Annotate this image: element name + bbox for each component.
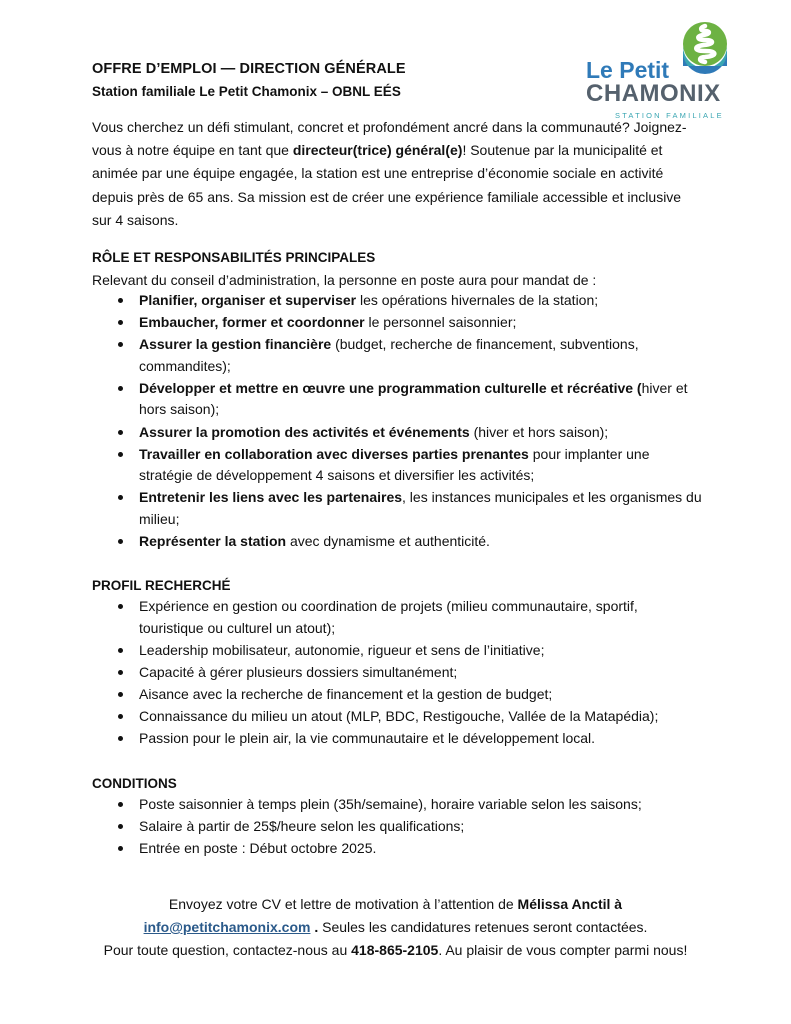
bullet-icon xyxy=(118,342,123,347)
list-item: Entretenir les liens avec les partenaires, les instances municipales et les organismes du milieu; xyxy=(92,487,702,530)
svg-text:STATION FAMILIALE: STATION FAMILIALE xyxy=(615,111,724,120)
logo-emblem-icon xyxy=(583,22,733,122)
bullet-icon xyxy=(118,824,123,829)
footer-line-2: info@petitchamonix.com . Seules les candidatures retenues seront contactées. xyxy=(143,919,648,935)
bullet-icon xyxy=(118,495,123,500)
bullet-icon xyxy=(118,736,123,741)
bullet-icon xyxy=(118,386,123,391)
bullet-icon xyxy=(118,714,123,719)
list-item: Entrée en poste : Début octobre 2025. xyxy=(92,838,702,860)
bullet-icon xyxy=(118,692,123,697)
footer-line-3: Pour toute question, contactez-nous au 418-865-2105. Au plaisir de vous compter parmi nous! xyxy=(103,942,688,958)
list-item: Assurer la gestion financière (budget, recherche de financement, subventions, commandites); xyxy=(92,334,702,377)
bullet-icon xyxy=(118,539,123,544)
roles-heading: RÔLE ET RESPONSABILITÉS PRINCIPALES xyxy=(92,250,376,265)
profile-list xyxy=(92,596,702,750)
bullet-icon xyxy=(118,846,123,851)
application-footer xyxy=(0,893,791,962)
list-item: Salaire à partir de 25$/heure selon les qualifications; xyxy=(92,816,702,838)
list-item: Expérience en gestion ou coordination de projets (milieu communautaire, sportif, touristique ou culturel un atout); xyxy=(92,596,702,639)
bullet-icon xyxy=(118,298,123,303)
list-item: Planifier, organiser et superviser les opérations hivernales de la station; xyxy=(92,290,702,312)
list-item: Représenter la station avec dynamisme et authenticité. xyxy=(92,531,702,553)
intro-paragraph: Vous cherchez un défi stimulant, concret et profondément ancré dans la communauté? Joignez-vous à notre équipe en tant que directeur(trice) général(e)! Soutenue par la municipalité et animée par une équipe engagée, la station est une entreprise d’économie sociale en activité depuis près de 65 ans. Sa mission est de créer une expérience familiale accessible et inclusive sur 4 saisons. xyxy=(92,119,687,228)
profile-heading: PROFIL RECHERCHÉ xyxy=(92,578,231,593)
conditions-heading: CONDITIONS xyxy=(92,776,177,791)
page-title: OFFRE D’EMPLOI — DIRECTION GÉNÉRALE xyxy=(92,61,406,77)
list-item: Développer et mettre en œuvre une programmation culturelle et récréative (hiver et hors saison); xyxy=(92,378,702,421)
list-item: Passion pour le plein air, la vie communautaire et le développement local. xyxy=(92,728,702,750)
list-item: Embaucher, former et coordonner le personnel saisonnier; xyxy=(92,312,702,334)
list-item: Aisance avec la recherche de financement et la gestion de budget; xyxy=(92,684,702,706)
list-item: Assurer la promotion des activités et événements (hiver et hors saison); xyxy=(92,422,702,444)
le-petit-chamonix-logo xyxy=(583,22,733,122)
bullet-icon xyxy=(118,320,123,325)
bullet-icon xyxy=(118,430,123,435)
svg-text:Le Petit: Le Petit xyxy=(586,57,670,83)
list-item: Travailler en collaboration avec diverses parties prenantes pour implanter une stratégie de développement 4 saisons et diversifier les activités; xyxy=(92,444,702,487)
bullet-icon xyxy=(118,452,123,457)
list-item: Capacité à gérer plusieurs dossiers simultanément; xyxy=(92,662,702,684)
bullet-icon xyxy=(118,670,123,675)
page-subtitle: Station familiale Le Petit Chamonix – OBNL EÉS xyxy=(92,84,401,99)
footer-line-1: Envoyez votre CV et lettre de motivation à l’attention de Mélissa Anctil à xyxy=(168,896,623,912)
bullet-icon xyxy=(118,802,123,807)
email-link[interactable]: info@petitchamonix.com xyxy=(143,919,311,935)
list-item: Poste saisonnier à temps plein (35h/semaine), horaire variable selon les saisons; xyxy=(92,794,702,816)
list-item: Leadership mobilisateur, autonomie, rigueur et sens de l’initiative; xyxy=(92,640,702,662)
bullet-icon xyxy=(118,604,123,609)
list-item: Connaissance du milieu un atout (MLP, BDC, Restigouche, Vallée de la Matapédia); xyxy=(92,706,702,728)
roles-list xyxy=(92,290,702,553)
phone-number: 418-865-2105 xyxy=(351,942,439,958)
svg-text:CHAMONIX: CHAMONIX xyxy=(586,80,721,107)
roles-lead: Relevant du conseil d’administration, la personne en poste aura pour mandat de : xyxy=(92,272,597,288)
bullet-icon xyxy=(118,648,123,653)
conditions-list xyxy=(92,794,702,860)
contact-name: Mélissa Anctil à xyxy=(517,896,623,912)
